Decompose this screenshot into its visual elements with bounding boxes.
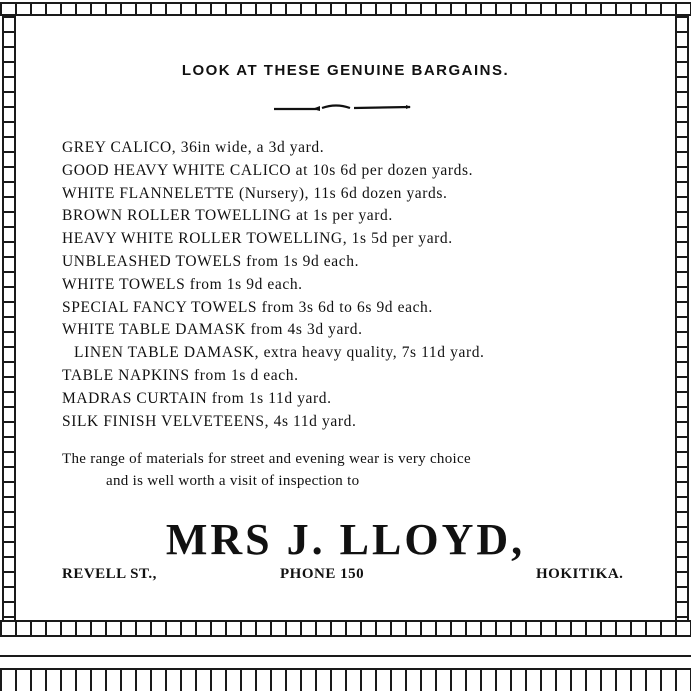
- closing-note-line-1: The range of materials for street and evening wear is very choice: [62, 451, 471, 467]
- footer-phone: PHONE 150: [280, 566, 365, 582]
- ornamental-border-top: [0, 2, 691, 16]
- list-item: BROWN ROLLER TOWELLING at 1s per yard.: [62, 207, 393, 225]
- list-item: MADRAS CURTAIN from 1s 11d yard.: [62, 389, 332, 407]
- list-item: TABLE NAPKINS from 1s d each.: [62, 366, 299, 384]
- list-item: LINEN TABLE DAMASK, extra heavy quality, 7s 11d yard.: [74, 344, 485, 362]
- list-item: SPECIAL FANCY TOWELS from 3s 6d to 6s 9d each.: [62, 298, 433, 316]
- next-advert-border-top: [0, 668, 691, 691]
- list-item: HEAVY WHITE ROLLER TOWELLING, 1s 5d per yard.: [62, 230, 453, 248]
- list-item: WHITE TOWELS from 1s 9d each.: [62, 275, 303, 293]
- list-item: GOOD HEAVY WHITE CALICO at 10s 6d per dozen yards.: [62, 161, 474, 179]
- list-item: SILK FINISH VELVETEENS, 4s 11d yard.: [62, 412, 357, 430]
- closing-note: [62, 448, 672, 492]
- list-item: UNBLEASHED TOWELS from 1s 9d each.: [62, 252, 360, 270]
- bargain-list: [62, 137, 485, 433]
- footer-town: HOKITIKA.: [536, 566, 624, 582]
- merchant-name: MRS J. LLOYD,: [165, 515, 526, 564]
- ornamental-rule: [272, 100, 412, 114]
- advert-heading: LOOK AT THESE GENUINE BARGAINS.: [181, 62, 510, 79]
- list-item: WHITE TABLE DAMASK from 4s 3d yard.: [62, 321, 363, 339]
- closing-note-line-2: and is well worth a visit of inspection to: [106, 473, 360, 489]
- column-rule: [0, 655, 691, 657]
- list-item: WHITE FLANNELETTE (Nursery), 11s 6d dozen yards.: [62, 184, 448, 202]
- footer-street: REVELL ST.,: [62, 566, 157, 582]
- ornamental-border-bottom: [0, 620, 691, 637]
- list-item: GREY CALICO, 36in wide, a 3d yard.: [62, 139, 325, 156]
